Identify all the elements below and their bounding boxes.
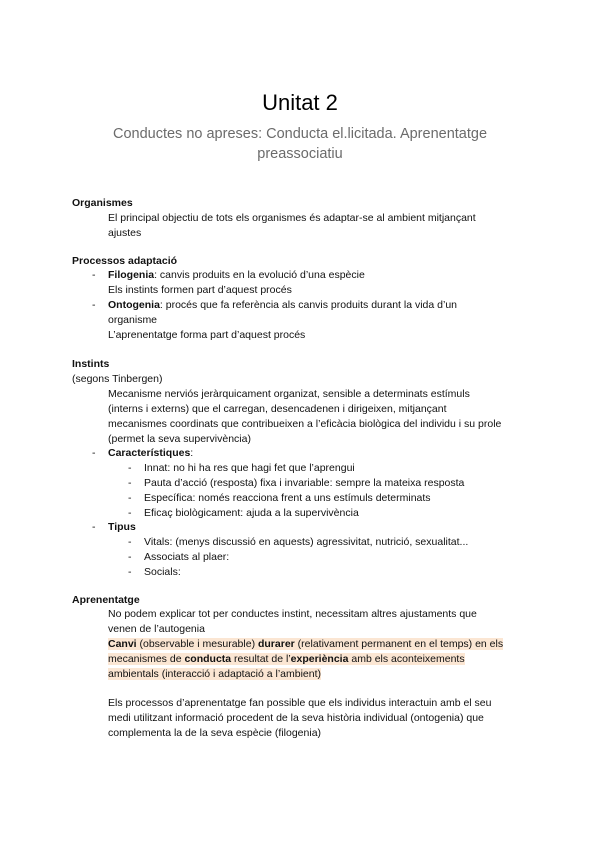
list-item: Eficaç biològicament: ajuda a la supervivència — [144, 507, 359, 519]
aprenentatge-intro-line: venen de l’autogenia — [108, 623, 205, 635]
definition-text: (observable i mesurable) — [136, 638, 258, 650]
term-ontogenia: Ontogenia — [108, 299, 160, 311]
instints-definition-line: (interns i externs) que el carregan, desencadenen i dirigeixen, mitjançant — [108, 403, 447, 415]
aprenentatge-definition-line — [108, 637, 503, 652]
definition-text: amb els aconteixements — [348, 653, 465, 665]
bullet-dash: - — [92, 299, 96, 311]
instints-definition-line: Mecanisme nerviós jeràrquicament organizat, sensible a determinats estímuls — [108, 388, 470, 400]
definition-ontogenia: : procés que fa referència als canvis produits durant la vida d’un — [159, 299, 458, 311]
list-item: Socials: — [144, 566, 181, 578]
instints-definition-line: (permet la seva supervivència) — [108, 433, 251, 445]
definition-text: ambientals (interacció i adaptació a l’ambient) — [108, 668, 322, 680]
term-durarer: durarer — [257, 638, 295, 650]
instints-source: (segons Tinbergen) — [72, 373, 163, 385]
page-subtitle: Conductes no apreses: Conducta el.licitada. Aprenentatge preassociatiu — [112, 126, 488, 162]
caracteristiques-colon: : — [190, 447, 194, 459]
definition-text: (relativament permanent en el temps) en els — [294, 638, 504, 650]
aprenentatge-paragraph-line: medi utilitzant informació procedent de la seva història individual (ontogenia) que — [108, 712, 484, 724]
definition-ontogenia-cont: organisme — [108, 314, 158, 326]
aprenentatge-intro-line: No podem explicar tot per conductes instint, necessitam altres ajustaments que — [108, 608, 477, 620]
term-canvi: Canvi — [108, 638, 137, 650]
bullet-dash: - — [92, 447, 96, 459]
term-filogenia: Filogenia — [108, 269, 155, 281]
definition-filogenia: : canvis produits en la evolució d’una espècie — [154, 269, 365, 281]
section-heading-organismes: Organismes — [72, 197, 133, 209]
definition-text: resultat de l’ — [231, 653, 291, 665]
bullet-dash: - — [128, 566, 132, 578]
organismes-text-line: ajustes — [108, 227, 142, 239]
note-ontogenia: L’aprenentatge forma part d’aquest procés — [108, 329, 306, 341]
term-experiencia: experiència — [290, 653, 349, 665]
list-item: Específica: només reacciona frent a uns estímuls determinats — [144, 492, 431, 504]
bullet-dash: - — [128, 507, 132, 519]
list-item-filogenia — [108, 268, 365, 283]
list-item: Associats al plaer: — [144, 551, 230, 563]
aprenentatge-paragraph-line: Els processos d’aprenentatge fan possible que els individus interactuin amb el seu — [108, 697, 492, 709]
bullet-dash: - — [128, 477, 132, 489]
organismes-text-line: El principal objectiu de tots els organismes és adaptar-se al ambient mitjançant — [108, 212, 476, 224]
bullet-dash: - — [128, 551, 132, 563]
bullet-dash: - — [92, 521, 96, 533]
bullet-dash: - — [92, 269, 96, 281]
bullet-dash: - — [128, 492, 132, 504]
section-heading-instints: Instints — [72, 358, 110, 370]
subheading-caracteristiques — [108, 446, 193, 461]
definition-text: mecanismes de — [108, 653, 185, 665]
page-title: Unitat 2 — [262, 90, 338, 115]
caracteristiques-label: Característiques — [108, 447, 191, 459]
aprenentatge-definition-line — [108, 652, 465, 667]
list-item: Pauta d’acció (resposta) fixa i invariable: sempre la mateixa resposta — [144, 477, 465, 489]
term-conducta: conducta — [184, 653, 232, 665]
bullet-dash: - — [128, 462, 132, 474]
aprenentatge-paragraph-line: complementa la de la seva espècie (filogenia) — [108, 727, 322, 739]
bullet-dash: - — [128, 536, 132, 548]
subheading-tipus: Tipus — [108, 521, 136, 533]
section-heading-aprenentatge: Aprenentatge — [72, 594, 140, 606]
aprenentatge-definition-line — [108, 667, 321, 682]
list-item: Innat: no hi ha res que hagi fet que l’aprengui — [144, 462, 355, 474]
note-filogenia: Els instints formen part d’aquest procés — [108, 284, 292, 296]
list-item-ontogenia — [108, 298, 457, 313]
instints-definition-line: mecanismes coordinats que contribueixen a l’eficàcia biològica del individu i su prole — [108, 418, 502, 430]
list-item: Vitals: (menys discussió en aquests) agressivitat, nutrició, sexualitat... — [144, 536, 469, 548]
section-heading-processos: Processos adaptació — [72, 255, 178, 267]
